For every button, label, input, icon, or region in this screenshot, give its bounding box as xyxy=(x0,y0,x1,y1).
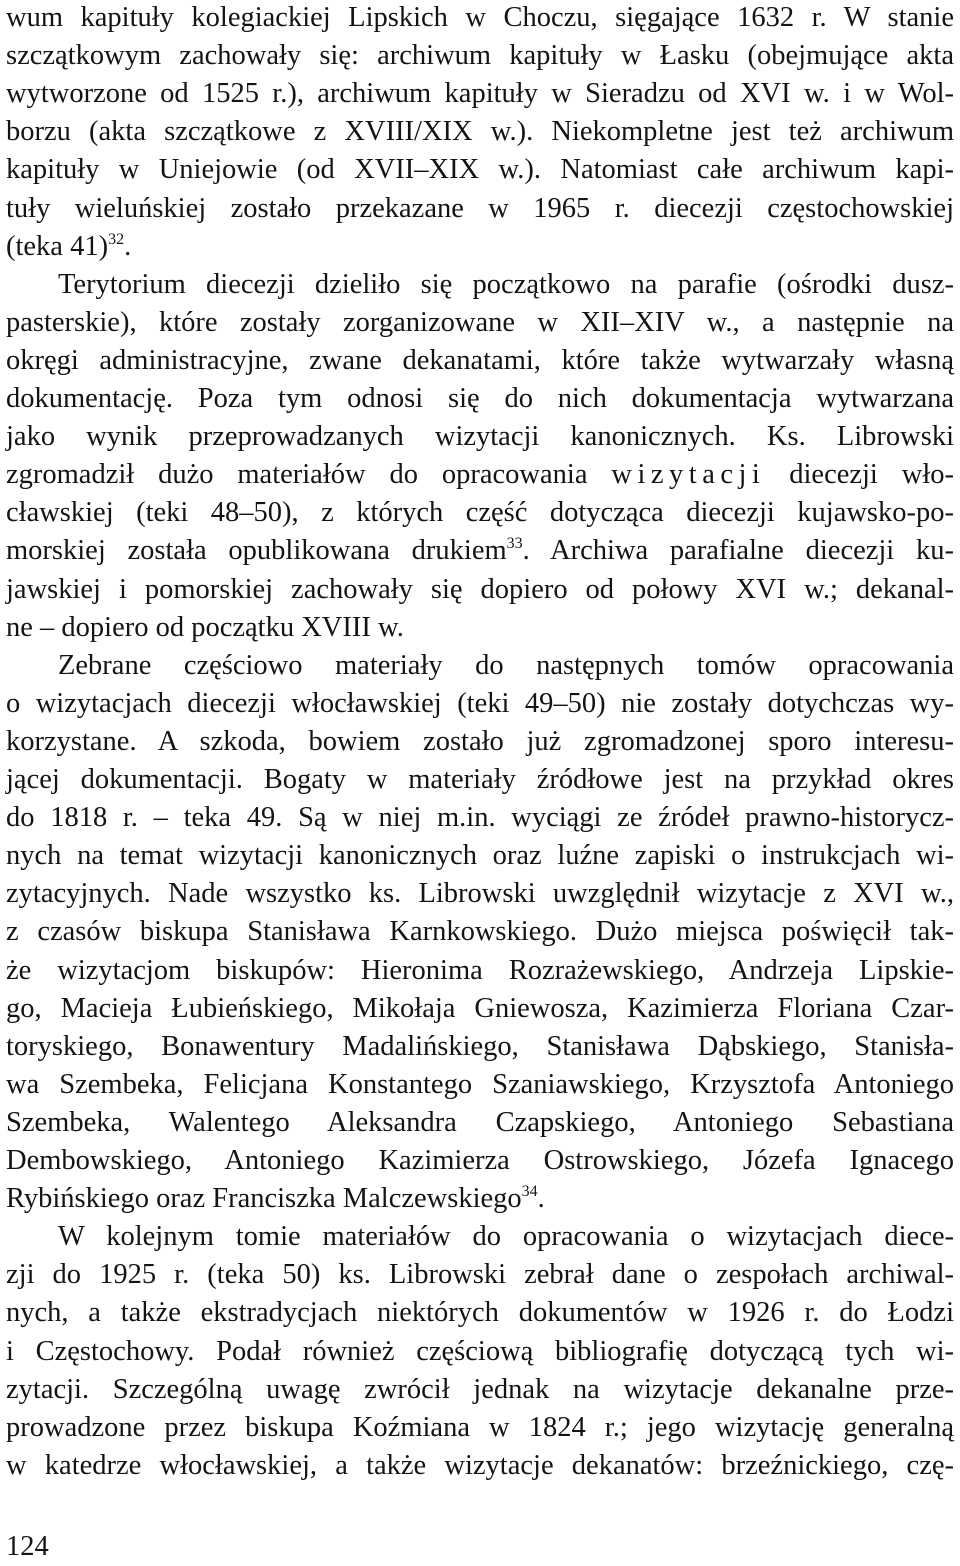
line-text: że wizytacjom biskupów: Hieronima Rozrażewskiego, Andrzeja Lipskie- xyxy=(6,954,954,986)
line-text: do 1818 r. – teka 49. Są w niej m.in. wyciągi ze źródeł prawno-historycz- xyxy=(6,802,954,834)
text-line xyxy=(6,685,954,723)
text-line xyxy=(6,532,954,570)
text-line xyxy=(6,1447,954,1485)
text-line xyxy=(6,75,954,113)
text-line xyxy=(6,1104,954,1142)
line-text: toryskiego, Bonawentury Madalińskiego, Stanisława Dąbskiego, Stanisła- xyxy=(6,1030,954,1062)
line-text: W kolejnym tomie materiałów do opracowania o wizytacjach diece- xyxy=(58,1221,954,1253)
line-text: zytacyjnych. Nade wszystko ks. Librowski uwzględnił wizytacje z XVI w., xyxy=(6,878,954,910)
text-line xyxy=(6,380,954,418)
line-text: ne – dopiero od początku XVIII w. xyxy=(6,611,404,643)
text-line xyxy=(6,647,954,685)
text-line xyxy=(6,837,954,875)
line-text: korzystane. A szkoda, bowiem zostało już zgromadzonej sporo interesu- xyxy=(6,725,954,757)
line-text: borzu (akta szczątkowe z XVIII/XIX w.). Niekompletne jest też archiwum xyxy=(6,116,954,148)
text-line xyxy=(6,1333,954,1371)
text-line xyxy=(6,1142,954,1180)
line-text-after-footnote: . xyxy=(537,1183,545,1215)
text-line xyxy=(6,1294,954,1332)
text-line xyxy=(6,494,954,532)
line-text: w katedrze włocławskiej, a także wizytacje dekanatów: brzeźnickiego, czę- xyxy=(6,1449,954,1481)
text-line xyxy=(6,190,954,228)
line-text: okręgi administracyjne, zwane dekanatami, które także wytwarzały własną xyxy=(6,344,954,376)
text-line xyxy=(6,609,954,647)
line-text: tuły wieluńskiej zostało przekazane w 1965 r. diecezji częstochowskiej xyxy=(6,192,954,224)
line-text: Terytorium diecezji dzieliło się początkowo na parafie (ośrodki dusz- xyxy=(58,268,954,300)
line-text: Szembeka, Walentego Aleksandra Czapskiego, Antoniego Sebastiana xyxy=(6,1106,954,1138)
line-text: z czasów biskupa Stanisława Karnkowskiego. Dużo miejsca poświęcił tak- xyxy=(6,916,954,948)
line-text: zji do 1925 r. (teka 50) ks. Librowski zebrał dane o zespołach archiwal- xyxy=(6,1259,954,1291)
line-text: morskiej została opublikowana drukiem xyxy=(6,535,507,567)
line-text: nych, a także ekstradycjach niektórych dokumentów w 1926 r. do Łodzi xyxy=(6,1297,954,1329)
text-line xyxy=(6,228,954,266)
text-line xyxy=(6,1180,954,1218)
line-text: (teka 41) xyxy=(6,230,109,262)
line-text: Rybińskiego oraz Franciszka Malczewskiego xyxy=(6,1183,522,1215)
line-text: Zebrane częściowo materiały do następnych tomów opracowania xyxy=(58,649,954,681)
line-text: szczątkowym zachowały się: archiwum kapituły w Łasku (obejmujące akta xyxy=(6,40,954,72)
line-text: wytworzone od 1525 r.), archiwum kapituły w Sieradzu od XVI w. i w Wol- xyxy=(6,78,954,110)
footnote-reference: 33 xyxy=(506,535,523,553)
line-text: wa Szembeka, Felicjana Konstantego Szaniawskiego, Krzysztofa Antoniego xyxy=(6,1068,954,1100)
text-line xyxy=(6,304,954,342)
page-number: 124 xyxy=(6,1531,49,1562)
line-text: zgromadził dużo materiałów do opracowania xyxy=(6,459,588,491)
line-text-tail: diecezji wło- xyxy=(789,459,954,491)
line-text: pasterskie), które zostały zorganizowane w XII–XIV w., a następnie na xyxy=(6,306,954,338)
line-text: jako wynik przeprowadzanych wizytacji kanonicznych. Ks. Librowski xyxy=(6,421,954,453)
line-text: jawskiej i pomorskiej zachowały się dopiero od połowy XVI w.; dekanal- xyxy=(6,573,954,605)
text-line xyxy=(6,799,954,837)
text-line xyxy=(6,342,954,380)
text-line xyxy=(6,113,954,151)
footnote-reference: 32 xyxy=(108,230,125,248)
line-text: wum kapituły kolegiackiej Lipskich w Choczu, sięgające 1632 r. W stanie xyxy=(6,2,954,33)
line-text-after-footnote: . Archiwa parafialne diecezji ku- xyxy=(522,535,954,567)
text-line xyxy=(6,1371,954,1409)
text-line xyxy=(6,761,954,799)
text-line xyxy=(6,913,954,951)
text-line xyxy=(6,151,954,189)
text-line xyxy=(6,456,954,494)
line-text: cławskiej (teki 48–50), z których część dotycząca diecezji kujawsko-po- xyxy=(6,497,954,529)
text-line xyxy=(6,418,954,456)
text-line xyxy=(6,1409,954,1447)
line-text: go, Macieja Łubieńskiego, Mikołaja Gniewosza, Kazimierza Floriana Czar- xyxy=(6,992,954,1024)
text-line xyxy=(6,875,954,913)
text-line xyxy=(6,37,954,75)
text-line xyxy=(6,1066,954,1104)
line-text: Dembowskiego, Antoniego Kazimierza Ostrowskiego, Józefa Ignacego xyxy=(6,1145,954,1176)
line-text: kapituły w Uniejowie (od XVII–XIX w.). Natomiast całe archiwum kapi- xyxy=(6,154,954,186)
text-line xyxy=(6,952,954,990)
line-text: prowadzone przez biskupa Koźmiana w 1824 r.; jego wizytację generalną xyxy=(6,1411,954,1443)
line-text-after-footnote: . xyxy=(124,230,132,262)
text-line xyxy=(6,266,954,304)
text-line xyxy=(6,1256,954,1294)
text-line xyxy=(6,1028,954,1066)
emphasized-spaced-word: wizytacji xyxy=(611,459,766,491)
text-line xyxy=(6,0,954,37)
book-page xyxy=(6,0,954,1560)
text-line xyxy=(6,1218,954,1256)
text-line xyxy=(6,571,954,609)
line-text: jącej dokumentacji. Bogaty w materiały źródłowe jest na przykład okres xyxy=(6,764,954,795)
footnote-reference: 34 xyxy=(521,1183,538,1201)
line-text: dokumentację. Poza tym odnosi się do nich dokumentacja wytwarzana xyxy=(6,383,954,414)
line-text: nych na temat wizytacji kanonicznych oraz luźne zapiski o instrukcjach wi- xyxy=(6,840,954,872)
text-line xyxy=(6,723,954,761)
line-text: zytacji. Szczególną uwagę zwrócił jednak na wizytacje dekanalne prze- xyxy=(6,1373,954,1405)
line-text: i Częstochowy. Podał również częściową bibliografię dotyczącą tych wi- xyxy=(6,1335,954,1367)
text-line xyxy=(6,990,954,1028)
line-text: o wizytacjach diecezji włocławskiej (teki 49–50) nie zostały dotychczas wy- xyxy=(6,687,954,719)
